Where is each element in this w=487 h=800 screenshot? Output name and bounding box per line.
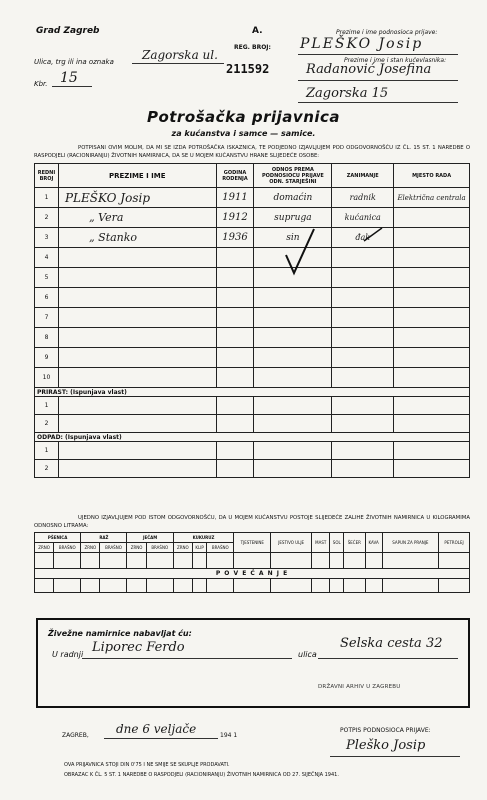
departures-label-row <box>35 433 470 442</box>
landlord-address-line <box>298 102 458 103</box>
col-petroleum: PETROLEJ <box>439 533 470 553</box>
row-workplace <box>394 228 470 248</box>
table-row <box>35 415 470 433</box>
increase-values-row <box>35 579 470 593</box>
increase-label: P O V E Ć A N J E <box>35 569 470 579</box>
group-wheat: PŠENICA <box>35 533 81 543</box>
street-label-supplier: ulica <box>298 650 317 659</box>
sub-flour: BRAŠNO <box>207 543 234 553</box>
row-workplace <box>394 208 470 228</box>
landlord-value: Radanović Josefina <box>306 62 432 77</box>
applicant-line <box>298 54 458 55</box>
row-number: 9 <box>35 348 59 368</box>
col-relation: ODNOS PREMA PODNOSIOCU PRIJAVE ODN. STARJEŠINI <box>254 164 332 188</box>
row-number: 3 <box>35 228 59 248</box>
row-year: 1912 <box>216 208 254 228</box>
col-oil: JESTIVO ULJE <box>271 533 312 553</box>
sub-flour: BRAŠNO <box>100 543 127 553</box>
table-row <box>35 328 470 348</box>
table-row <box>35 397 470 415</box>
table-row <box>35 228 470 248</box>
row-number: 8 <box>35 328 59 348</box>
col-salt: SOL <box>330 533 344 553</box>
row-number: 1 <box>35 188 59 208</box>
row-number: 6 <box>35 288 59 308</box>
increase-row <box>35 569 470 579</box>
sub-cob: KLIP <box>192 543 206 553</box>
row-number: 2 <box>35 415 59 433</box>
landlord-label: Prezime i ime i stan kućevlasnika: <box>344 57 447 64</box>
reg-label: REG. BROJ: <box>234 44 271 51</box>
shop-label: U radnji <box>52 650 84 659</box>
house-line <box>52 86 92 87</box>
row-workplace: Električna centrala <box>394 188 470 208</box>
intro-text: POTPISANI OVIM MOLIM, DA MI SE IZDA POTROŠAČKA ISKAZNICA, TE PODJEDNO IZJAVLJUJEM POD ODGOVORNOŠĆU IZ ČL. 15 ST. 1 NAREDBE O RASPODJELI (RACIONIRANJU) ŽIVOTNIH NAMIRNICA, DA SE U MOJEM KUĆANSTVU HRANE SLIJEDEĆE OSOBE: <box>34 145 470 159</box>
table-row <box>35 442 470 460</box>
col-pasta: TJESTENINE <box>234 533 271 553</box>
signature-label: POTPIS PODNOSIOCA PRIJAVE: <box>340 727 431 734</box>
reg-number: 211592 <box>226 62 270 76</box>
sub-grain: ZRNO <box>173 543 192 553</box>
members-table <box>34 163 470 478</box>
row-year: 1911 <box>216 188 254 208</box>
col-soap: SAPUN ZA PRANJE <box>382 533 438 553</box>
row-number: 2 <box>35 460 59 478</box>
form-subtitle: za kućanstva i samce — samice. <box>171 129 316 138</box>
archive-stamp: DRŽAVNI ARHIV U ZAGREBU <box>318 684 401 690</box>
table-row <box>35 288 470 308</box>
row-relation: supruga <box>254 208 332 228</box>
row-number: 4 <box>35 248 59 268</box>
shop-line <box>82 658 292 659</box>
signature-line <box>330 756 460 757</box>
applicant-value: PLEŠKO Josip <box>300 36 424 52</box>
date-value: dne 6 veljače <box>116 722 197 736</box>
table-row <box>35 368 470 388</box>
row-relation: domaćin <box>254 188 332 208</box>
row-occupation: đak <box>332 228 394 248</box>
date-line <box>104 738 218 739</box>
landlord-line <box>298 80 458 81</box>
col-lard: MAST <box>312 533 330 553</box>
row-number: 2 <box>35 208 59 228</box>
col-sugar: ŠEĆER <box>344 533 366 553</box>
table-row <box>35 348 470 368</box>
group-rye: RAŽ <box>81 533 127 543</box>
check-mark-icon <box>280 225 320 280</box>
regulation-note: OBRAZAC K ČL. 5 ST. 1 NAREDBE O RASPODJELI (RACIONIRANJU) ŽIVOTNIH NAMIRNICA OD 27. SIJEČNJA 1941. <box>64 772 339 778</box>
sub-flour: BRAŠNO <box>146 543 173 553</box>
house-label: Kbr. <box>34 80 48 88</box>
sub-grain: ZRNO <box>81 543 100 553</box>
shop-value: Liporec Ferdo <box>92 640 185 655</box>
arrivals-label-row <box>35 388 470 397</box>
row-number: 5 <box>35 268 59 288</box>
group-barley: JEČAM <box>127 533 173 543</box>
col-workplace: MJESTO RADA <box>394 164 470 188</box>
table-row <box>35 248 470 268</box>
city-label: Grad Zagreb <box>36 26 100 36</box>
strike-mark-icon <box>362 225 384 245</box>
row-name: PLEŠKO Josip <box>58 188 216 208</box>
col-name: PREZIME I IME <box>58 164 216 188</box>
supplier-heading: Živežne namirnice nabavljat ću: <box>48 629 192 638</box>
shop-street-line <box>318 658 458 659</box>
letter-label: A. <box>252 26 263 36</box>
table-row <box>35 188 470 208</box>
sub-grain: ZRNO <box>127 543 146 553</box>
row-occupation: radnik <box>332 188 394 208</box>
form-title: Potrošačka prijavnica <box>146 108 341 126</box>
sub-flour: BRAŠNO <box>54 543 81 553</box>
street-line <box>132 63 224 64</box>
table-row <box>35 268 470 288</box>
row-occupation: kućanica <box>332 208 394 228</box>
row-name: „ Stanko <box>58 228 216 248</box>
table-row <box>35 460 470 478</box>
place-label: ZAGREB, <box>62 732 89 739</box>
signature-value: Pleško Josip <box>346 738 426 753</box>
stock-values-row <box>35 553 470 569</box>
departures-label: ODPAD: (Ispunjava vlast) <box>35 433 470 442</box>
house-value: 15 <box>60 70 78 86</box>
stock-group-row <box>35 533 470 543</box>
stock-table <box>34 532 470 593</box>
shop-street-value: Selska cesta 32 <box>340 636 443 651</box>
street-value: Zagorska ul. <box>142 48 218 62</box>
col-occupation: ZANIMANJE <box>332 164 394 188</box>
group-corn: KUKURUZ <box>173 533 234 543</box>
price-note: OVA PRIJAVNICA STOJI DIN 0'75 I NE SMIJE SE SKUPLJE PRODAVATI. <box>64 762 230 768</box>
col-year: GODINA RODENJA <box>216 164 254 188</box>
members-header-row <box>35 164 470 188</box>
year-suffix: 194 1 <box>220 732 238 739</box>
table-row <box>35 308 470 328</box>
col-coffee: KAVA <box>365 533 382 553</box>
row-number: 10 <box>35 368 59 388</box>
row-number: 7 <box>35 308 59 328</box>
table-row <box>35 208 470 228</box>
row-number: 1 <box>35 442 59 460</box>
applicant-label: Prezime i ime podnosioca prijave: <box>336 29 438 36</box>
row-relation: sin <box>254 228 332 248</box>
landlord-address: Zagorska 15 <box>306 86 389 101</box>
arrivals-label: PRIRAST: (Ispunjava vlast) <box>35 388 470 397</box>
street-label: Ulica, trg ili ina oznaka <box>34 58 114 66</box>
row-number: 1 <box>35 397 59 415</box>
col-number: REDNI BROJ <box>35 164 59 188</box>
sub-grain: ZRNO <box>35 543 54 553</box>
stock-text: UJEDNO IZJAVLJUJEM POD ISTOM ODGOVORNOŠĆU, DA U MOJEM KUĆANSTVU POSTOJE SLIJEDEĆE ZALIHE ŽIVOTNIH NAMIRNICA U KILOGRAMIMA ODNOSNO LITRAMA: <box>34 515 470 529</box>
row-year: 1936 <box>216 228 254 248</box>
row-name: „ Vera <box>58 208 216 228</box>
